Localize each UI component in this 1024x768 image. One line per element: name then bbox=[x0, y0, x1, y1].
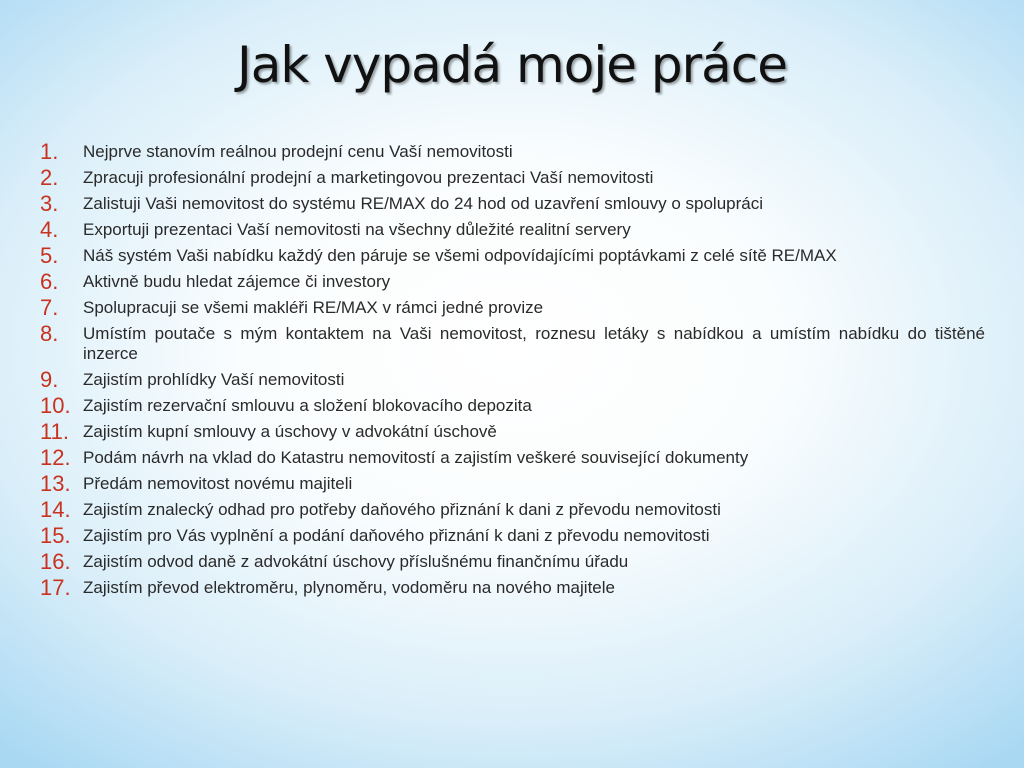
list-item bbox=[40, 139, 985, 164]
item-number: 1. bbox=[40, 139, 59, 164]
item-number: 2. bbox=[40, 165, 59, 190]
item-number: 8. bbox=[40, 321, 59, 346]
item-text: Zajistím odvod daně z advokátní úschovy příslušnému finančnímu úřadu bbox=[83, 552, 629, 571]
item-text: Zajistím pro Vás vyplnění a podání daňového přiznání k dani z převodu nemovitosti bbox=[83, 526, 710, 545]
list-item bbox=[40, 321, 985, 364]
item-text: Zajistím prohlídky Vaší nemovitosti bbox=[83, 370, 345, 389]
item-text: Zajistím kupní smlouvy a úschovy v advokátní úschově bbox=[83, 422, 497, 441]
list-item bbox=[40, 217, 985, 242]
list-item bbox=[40, 243, 985, 268]
item-number: 9. bbox=[40, 367, 59, 392]
item-text: Podám návrh na vklad do Katastru nemovitostí a zajistím veškeré související dokumenty bbox=[83, 448, 749, 467]
item-number: 6. bbox=[40, 269, 59, 294]
item-number: 17. bbox=[40, 575, 71, 600]
item-number: 12. bbox=[40, 445, 71, 470]
item-text: Zajistím převod elektroměru, plynoměru, vodoměru na nového majitele bbox=[83, 578, 615, 597]
item-number: 15. bbox=[40, 523, 71, 548]
item-number: 3. bbox=[40, 191, 59, 216]
item-text: Umístím poutače s mým kontaktem na Vaši nemovitost, roznesu letáky s nabídkou a umístím nabídku do tištěné inzerce bbox=[83, 324, 985, 363]
item-text: Zajistím znalecký odhad pro potřeby daňového přiznání k dani z převodu nemovitosti bbox=[83, 500, 721, 519]
item-text: Předám nemovitost novému majiteli bbox=[83, 474, 353, 493]
work-steps-list bbox=[40, 139, 985, 604]
list-item bbox=[40, 269, 985, 294]
list-item bbox=[40, 497, 985, 522]
item-text: Aktivně budu hledat zájemce či investory bbox=[83, 272, 391, 291]
list-item bbox=[40, 419, 985, 444]
item-number: 7. bbox=[40, 295, 59, 320]
list-item bbox=[40, 445, 985, 470]
list-item bbox=[40, 191, 985, 216]
list-item bbox=[40, 471, 985, 496]
item-text: Exportuji prezentaci Vaší nemovitosti na všechny důležité realitní servery bbox=[83, 220, 631, 239]
list-item bbox=[40, 165, 985, 190]
item-number: 10. bbox=[40, 393, 71, 418]
list-item bbox=[40, 549, 985, 574]
item-number: 11. bbox=[40, 419, 69, 444]
list-item bbox=[40, 367, 985, 392]
item-number: 13. bbox=[40, 471, 71, 496]
item-number: 5. bbox=[40, 243, 59, 268]
item-text: Spolupracuji se všemi makléři RE/MAX v rámci jedné provize bbox=[83, 298, 544, 317]
list-item bbox=[40, 295, 985, 320]
list-item bbox=[40, 575, 985, 600]
item-text: Zajistím rezervační smlouvu a složení blokovacího depozita bbox=[83, 396, 532, 415]
item-text: Zalistuji Vaši nemovitost do systému RE/MAX do 24 hod od uzavření smlouvy o spolupráci bbox=[83, 194, 763, 213]
list-item bbox=[40, 523, 985, 548]
item-text: Zpracuji profesionální prodejní a marketingovou prezentaci Vaší nemovitosti bbox=[83, 168, 654, 187]
item-number: 16. bbox=[40, 549, 71, 574]
item-text: Náš systém Vaši nabídku každý den páruje se všemi odpovídajícími poptávkami z celé sítě RE/MAX bbox=[83, 246, 837, 265]
item-number: 4. bbox=[40, 217, 59, 242]
slide-title: Jak vypadá moje práce bbox=[236, 36, 788, 94]
list-item bbox=[40, 393, 985, 418]
item-number: 14. bbox=[40, 497, 71, 522]
item-text: Nejprve stanovím reálnou prodejní cenu Vaší nemovitosti bbox=[83, 142, 513, 161]
